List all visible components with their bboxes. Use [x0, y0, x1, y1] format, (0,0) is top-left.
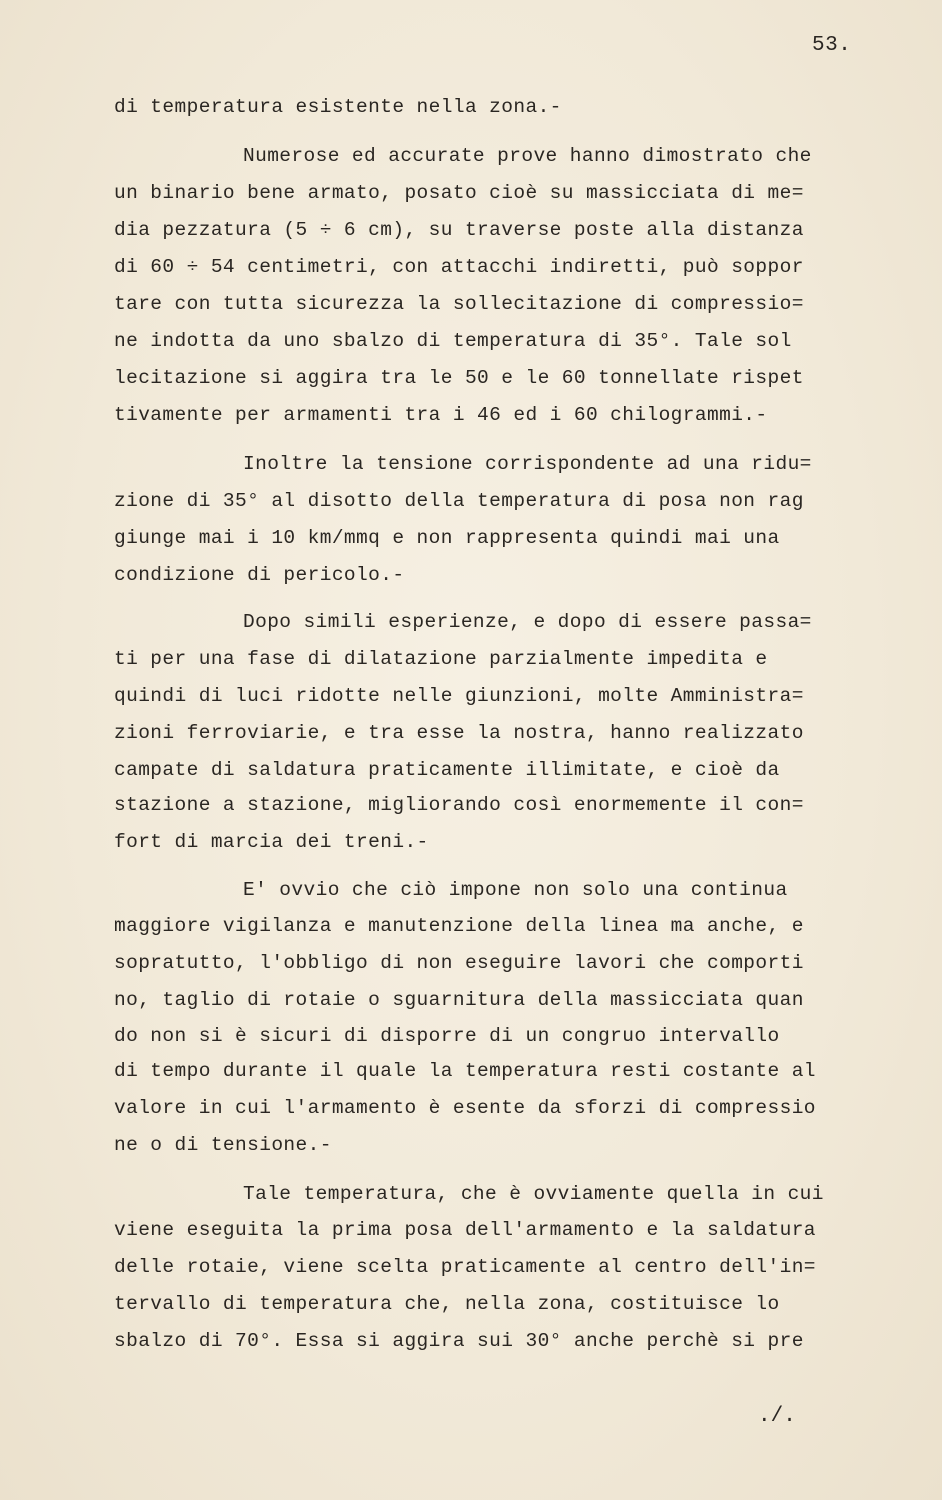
text-line: campate di saldatura praticamente illimitate, e cioè da — [114, 759, 780, 781]
text-line: Inoltre la tensione corrispondente ad una ridu= — [243, 453, 812, 475]
text-line: Dopo simili esperienze, e dopo di essere passa= — [243, 611, 812, 633]
text-line: di temperatura esistente nella zona.- — [114, 96, 562, 118]
text-line: no, taglio di rotaie o sguarnitura della massicciata quan — [114, 989, 804, 1011]
text-line: valore in cui l'armamento è esente da sforzi di compressio — [114, 1097, 816, 1119]
text-line: sopratutto, l'obbligo di non eseguire lavori che comporti — [114, 952, 804, 974]
text-line: ne o di tensione.- — [114, 1134, 332, 1156]
text-line: delle rotaie, viene scelta praticamente al centro dell'in= — [114, 1256, 816, 1278]
text-line: Tale temperatura, che è ovviamente quella in cui — [243, 1183, 824, 1205]
text-line: zioni ferroviarie, e tra esse la nostra, hanno realizzato — [114, 722, 804, 744]
text-line: Numerose ed accurate prove hanno dimostrato che — [243, 145, 812, 167]
text-line: condizione di pericolo.- — [114, 564, 405, 586]
text-line: ti per una fase di dilatazione parzialmente impedita e — [114, 648, 768, 670]
text-line: tare con tutta sicurezza la sollecitazione di compressio= — [114, 293, 804, 315]
text-line: do non si è sicuri di disporre di un congruo intervallo — [114, 1025, 780, 1047]
text-line: zione di 35° al disotto della temperatura di posa non rag — [114, 490, 804, 512]
continuation-mark: ./. — [758, 1405, 796, 1428]
text-line: di 60 ÷ 54 centimetri, con attacchi indiretti, può soppor — [114, 256, 804, 278]
text-line: di tempo durante il quale la temperatura resti costante al — [114, 1060, 816, 1082]
text-line: fort di marcia dei treni.- — [114, 831, 429, 853]
page-number: 53. — [812, 34, 852, 57]
text-line: lecitazione si aggira tra le 50 e le 60 tonnellate rispet — [114, 367, 804, 389]
text-line: dia pezzatura (5 ÷ 6 cm), su traverse poste alla distanza — [114, 219, 804, 241]
text-line: stazione a stazione, migliorando così enormemente il con= — [114, 794, 804, 816]
text-line: un binario bene armato, posato cioè su massicciata di me= — [114, 182, 804, 204]
text-line: viene eseguita la prima posa dell'armamento e la saldatura — [114, 1219, 816, 1241]
text-line: sbalzo di 70°. Essa si aggira sui 30° anche perchè si pre — [114, 1330, 804, 1352]
text-line: quindi di luci ridotte nelle giunzioni, molte Amministra= — [114, 685, 804, 707]
text-line: tivamente per armamenti tra i 46 ed i 60 chilogrammi.- — [114, 404, 768, 426]
text-line: ne indotta da uno sbalzo di temperatura di 35°. Tale sol — [114, 330, 792, 352]
text-line: maggiore vigilanza e manutenzione della linea ma anche, e — [114, 915, 804, 937]
text-line: giunge mai i 10 km/mmq e non rappresenta quindi mai una — [114, 527, 780, 549]
text-line: tervallo di temperatura che, nella zona, costituisce lo — [114, 1293, 780, 1315]
text-line: E' ovvio che ciò impone non solo una continua — [243, 879, 788, 901]
